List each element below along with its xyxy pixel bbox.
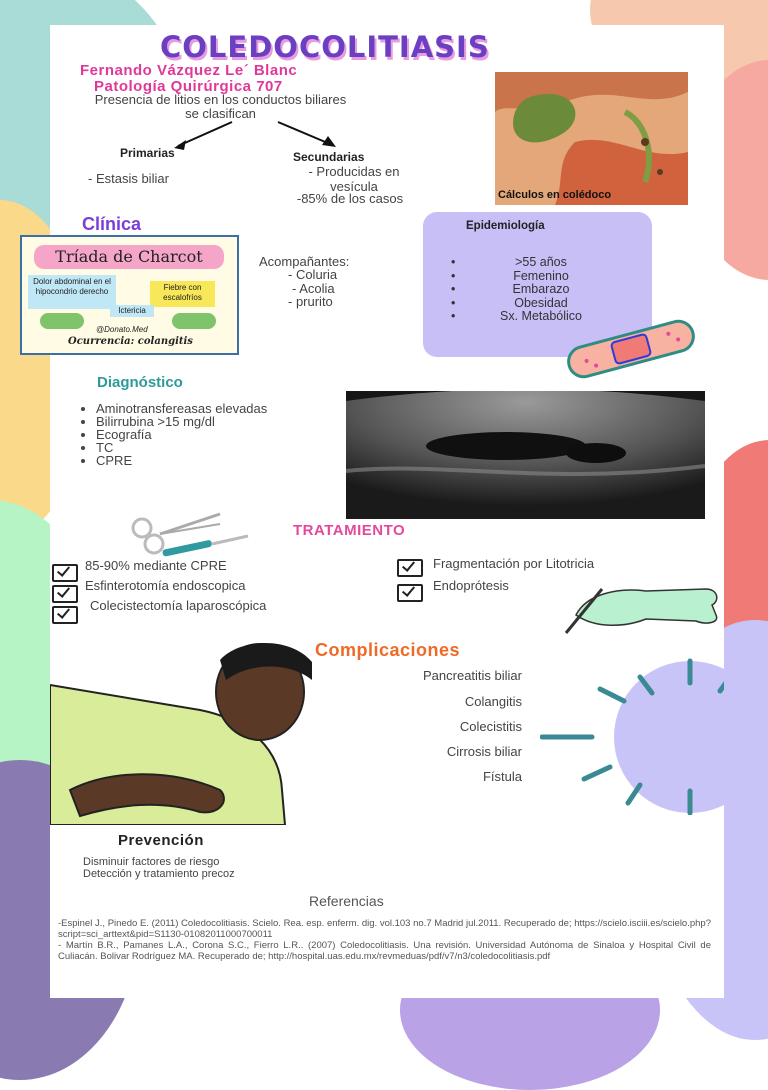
charcot-item-2: Fiebre con escalofríos <box>150 281 215 307</box>
surgical-instruments-icon <box>120 508 254 560</box>
charcot-handle: @Donato.Med <box>96 325 148 334</box>
charcot-title: Tríada de Charcot <box>34 245 224 269</box>
prevencion-heading: Prevención <box>118 832 204 849</box>
course-name: Patología Quirúrgica 707 <box>94 78 283 95</box>
companion-2: - Acolia <box>292 281 335 296</box>
check-icon <box>52 585 78 603</box>
complication-5: Fístula <box>482 769 522 784</box>
list-item: • CPRE <box>96 454 296 467</box>
treatment-left-1: 85-90% mediante CPRE <box>85 558 227 573</box>
diagnostico-heading: Diagnóstico <box>97 374 183 391</box>
list-item: • Obesidad <box>451 295 568 310</box>
tratamiento-heading: TRATAMIENTO <box>293 522 406 539</box>
charcot-item-1: Dolor abdominal en el hipocondrio derecho <box>28 275 116 309</box>
treatment-right-2: Endoprótesis <box>433 578 509 593</box>
charcot-triad-card <box>20 235 239 355</box>
bandage-icon <box>563 318 699 380</box>
complication-2: Colangitis <box>464 694 522 709</box>
poster-title: COLEDOCOLITIASIS <box>160 30 490 64</box>
secondary-item-1: - Producidas en vesícula <box>308 164 400 194</box>
list-item: • Bilirrubina >15 mg/dl <box>96 415 296 428</box>
charcot-item-3: Ictericia <box>110 305 154 317</box>
list-item: • TC <box>96 441 296 454</box>
ultrasound-image <box>346 391 705 519</box>
referencias-heading: Referencias <box>309 893 384 909</box>
intro-text: Presencia de litios en los conductos biliares se clasifican <box>94 92 347 121</box>
image-caption: Cálculos en colédoco <box>498 189 612 201</box>
complicaciones-heading: Complicaciones <box>315 640 461 660</box>
complication-3: Colecistitis <box>459 719 522 734</box>
complication-1: Pancreatitis biliar <box>423 668 522 683</box>
list-item: • Aminotransfereasas elevadas <box>96 402 296 415</box>
abdominal-pain-illustration <box>50 640 312 825</box>
treatment-left-2: Esfinterotomía endoscopica <box>85 578 246 593</box>
primary-item: - Estasis biliar <box>88 171 169 186</box>
charcot-organ-left <box>40 313 84 329</box>
secondary-item-2: -85% de los casos <box>296 191 404 206</box>
list-item: • >55 años <box>451 255 567 269</box>
companion-3: - prurito <box>288 294 333 309</box>
clinica-heading: Clínica <box>82 214 142 234</box>
charcot-organ-right <box>172 313 216 329</box>
companions-label: Acompañantes: <box>259 254 350 269</box>
classification-arrows <box>170 118 340 154</box>
epidemiologia-list <box>451 256 631 324</box>
reference-item: -Espinel J., Pinedo E. (2011) Coledocolitiasis. Scielo. Rea. esp. enferm. dig. vol.103 no.7 Madrid jul.2011. Recuperado de; https://scielo.isciii.es/scielo.php?script=sci_arttext&pid=S1130-01082011000700011 <box>58 918 711 940</box>
diagnostico-list <box>78 402 296 467</box>
list-item: • Femenino <box>451 268 569 283</box>
companion-1: - Coluria <box>288 267 338 282</box>
check-icon <box>52 564 78 582</box>
check-icon <box>397 559 423 577</box>
gallbladder-illustration <box>495 72 688 205</box>
gloved-hand-icon <box>556 575 722 637</box>
secondary-label: Secundarias <box>293 150 365 164</box>
sun-decoration <box>540 655 724 815</box>
author-name: Fernando Vázquez Le´ Blanc <box>80 62 298 79</box>
prevencion-item-1: Disminuir factores de riesgo <box>83 856 220 868</box>
complication-4: Cirrosis biliar <box>446 744 522 759</box>
epidemiologia-heading: Epidemiología <box>466 220 545 232</box>
check-icon <box>397 584 423 602</box>
primary-label: Primarias <box>120 146 175 160</box>
charcot-footer: Ocurrencia: colangitis <box>68 336 193 347</box>
check-icon <box>52 606 78 624</box>
list-item: • Ecografía <box>96 428 296 441</box>
prevencion-item-2: Detección y tratamiento precoz <box>83 868 235 880</box>
reference-item: - Martín B.R., Pamanes L.A., Corona S.C., Fierro L.R.. (2007) Coledocolitiasis. Una revisión. Universidad Autónoma de Sinaloa y Hospital Civil de Culiacán. Bolivar Rodríguez MA. Recuperado de; http://hospital.uas.edu.mx/revmeduas/pdf/v7/n3/coledocolitiasis.pdf <box>58 940 711 962</box>
treatment-left-3: Colecistectomía laparoscópica <box>90 598 267 613</box>
list-item: • Sx. Metabólico <box>451 309 582 323</box>
treatment-right-1: Fragmentación por Litotricia <box>433 556 595 571</box>
referencias-list <box>58 918 711 962</box>
list-item: • Embarazo <box>451 282 570 296</box>
